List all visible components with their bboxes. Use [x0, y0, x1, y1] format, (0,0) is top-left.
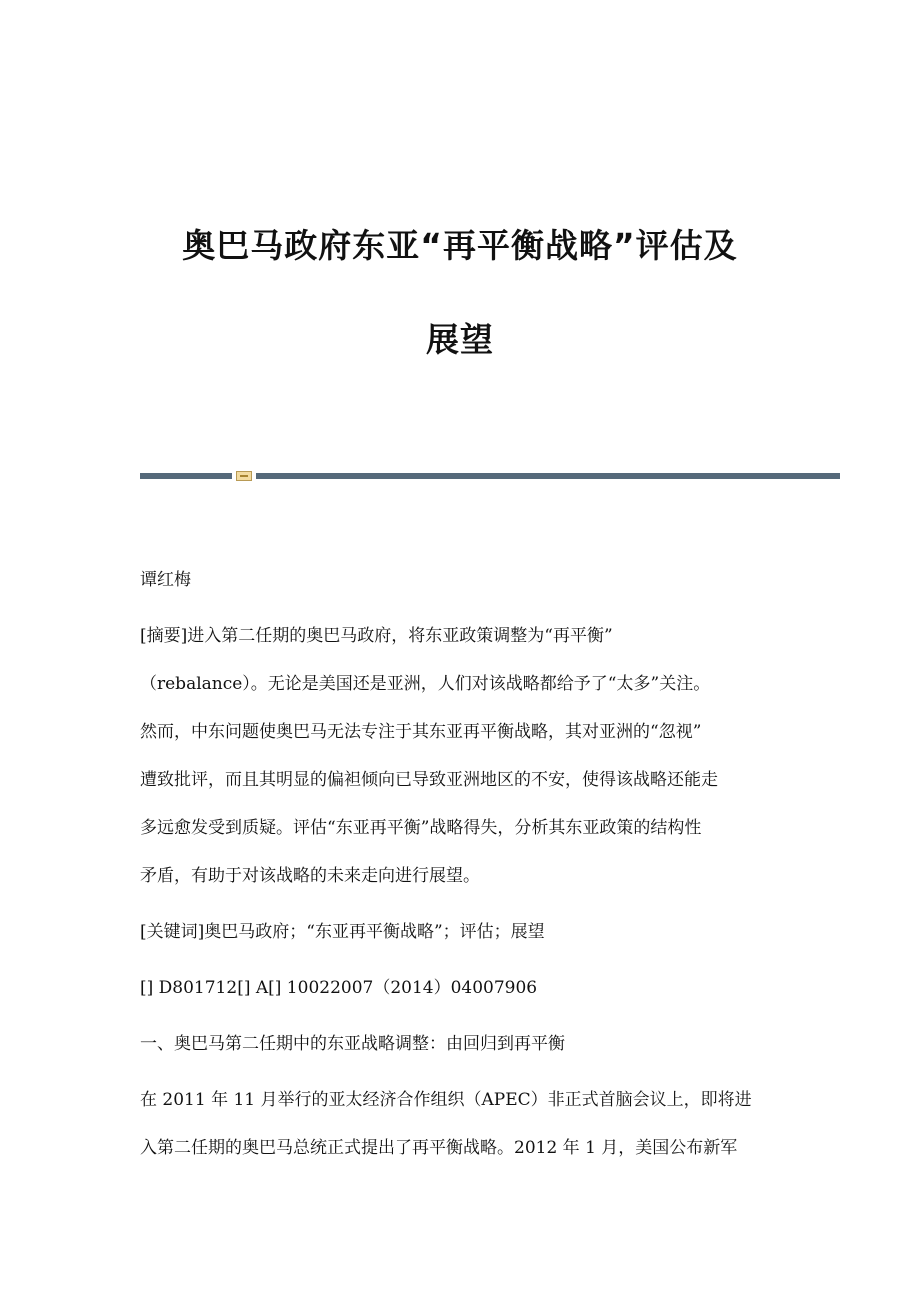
abstract-line: [摘要]进入第二任期的奥巴马政府，将东亚政策调整为“再平衡”: [140, 626, 613, 646]
title-divider: [140, 471, 840, 480]
keywords-line: [关键词]奥巴马政府；“东亚再平衡战略”；评估；展望: [140, 922, 545, 942]
author-name: 谭红梅: [140, 570, 191, 590]
body-text-line: 入第二任期的奥巴马总统正式提出了再平衡战略。2012 年 1 月，美国公布新军: [140, 1138, 738, 1158]
abstract-line: （rebalance）。无论是美国还是亚洲，人们对该战略都给予了“太多”关注。: [140, 674, 711, 694]
section-heading: 一、奥巴马第二任期中的东亚战略调整：由回归到再平衡: [140, 1034, 565, 1054]
abstract-line: 多远愈发受到质疑。评估“东亚再平衡”战略得失，分析其东亚政策的结构性: [140, 818, 702, 838]
abstract-line: 矛盾，有助于对该战略的未来走向进行展望。: [140, 866, 480, 886]
abstract-line: 遭致批评，而且其明显的偏袒倾向已导致亚洲地区的不安，使得该战略还能走: [140, 770, 718, 790]
document-title-line-1: 奥巴马政府东亚“再平衡战略”评估及: [182, 226, 738, 265]
document-title-line-2: 展望: [426, 320, 494, 359]
divider-bar-left: [140, 473, 232, 479]
body-text-line: 在 2011 年 11 月举行的亚太经济合作组织（APEC）非正式首脑会议上，即将进: [140, 1090, 752, 1110]
divider-ornament-icon: [236, 471, 252, 481]
abstract-line: 然而，中东问题使奥巴马无法专注于其东亚再平衡战略，其对亚洲的“忽视”: [140, 722, 702, 742]
classification-line: [] D801712[] A[] 10022007（2014）04007906: [140, 978, 538, 998]
divider-bar-right: [256, 473, 840, 479]
